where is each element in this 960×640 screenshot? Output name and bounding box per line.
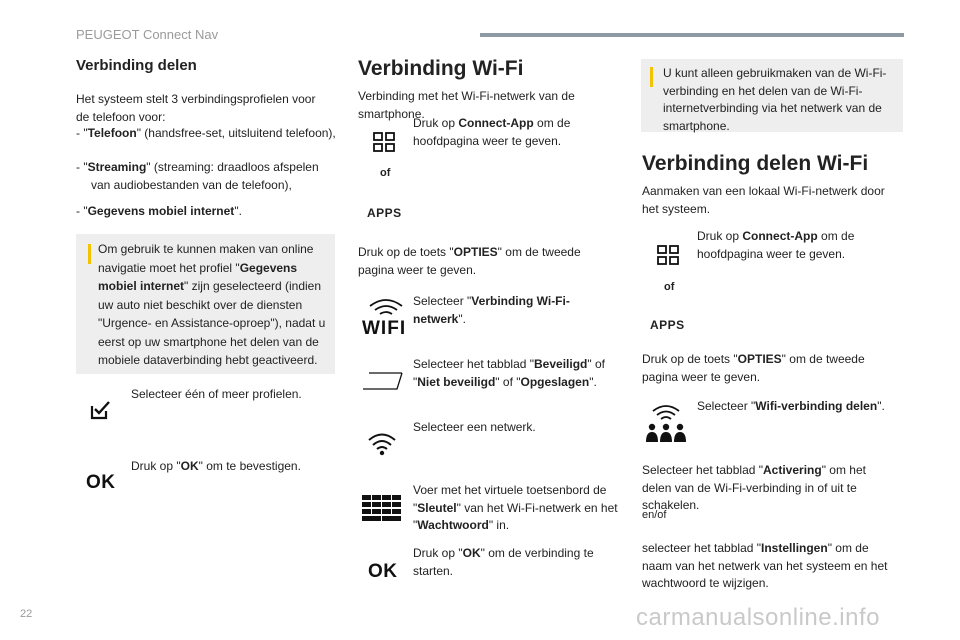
wifi-text-icon: WIFI xyxy=(362,318,407,339)
section-heading-verbinding-wifi: Verbinding Wi-Fi xyxy=(358,57,524,80)
col2-step-select-network: Selecteer een netwerk. xyxy=(413,420,536,434)
and-or-label: en/of xyxy=(642,509,667,521)
section-heading-verbinding-delen-wifi: Verbinding delen Wi-Fi xyxy=(642,152,869,175)
connect-app-grid-icon xyxy=(373,132,395,152)
ok-button-icon: OK xyxy=(86,472,116,493)
col3-intro: Aanmaken van een lokaal Wi-Fi-netwerk door het systeem. xyxy=(642,184,885,216)
note-text: Om gebruik te kunnen maken van online navigatie moet het profiel "Gegevens mobiel internet" zijn geselecteerd (indien uw auto niet beschikt over de diensten "Urgence- en Assistance-oproep"), nadat u eerst op uw smartphone het delen van de mobiele dataverbinding hebt geactiveerd. xyxy=(98,242,326,367)
watermark-text: carmanualsonline.info xyxy=(636,604,880,631)
col3-settings-text: selecteer het tabblad "Instellingen" om de naam van het netwerk van het systeem en het wachtwoord te wijzigen. xyxy=(642,541,888,590)
page-number: 22 xyxy=(20,608,33,620)
wifi-signal-icon xyxy=(366,298,406,316)
note-box-online-navigatie xyxy=(76,234,335,374)
section-heading-verbinding-delen: Verbinding delen xyxy=(76,57,197,74)
note-accent-bar xyxy=(650,67,653,87)
col1-intro: Het systeem stelt 3 verbindingsprofielen voor de telefoon voor: xyxy=(76,92,316,124)
apps-button-label: APPS xyxy=(650,318,685,332)
col3-step-connect-app: Druk op Connect-App om de hoofdpagina weer te geven. xyxy=(697,229,855,261)
profile-item-streaming: - "Streaming" (streaming: draadloos afspelen van audiobestanden van de telefoon), xyxy=(76,160,319,192)
ok-button-icon: OK xyxy=(368,561,398,582)
profile-item-telefoon: - "Telefoon" (handsfree-set, uitsluitend telefoon), xyxy=(76,126,336,140)
col2-step-select-tab: Selecteer het tabblad "Beveiligd" of "Niet beveiligd" of "Opgeslagen". xyxy=(413,357,605,389)
running-header: PEUGEOT Connect Nav xyxy=(76,27,219,42)
or-label: of xyxy=(664,281,675,293)
col2-step-connect-app: Druk op Connect-App om de hoofdpagina weer te geven. xyxy=(413,116,571,148)
col3-step-select-sharing: Selecteer "Wifi-verbinding delen". xyxy=(697,399,885,413)
col1-step-select-profiles: Selecteer één of meer profielen. xyxy=(131,387,302,401)
wifi-sharing-icon xyxy=(646,402,686,444)
col2-step-select-wifi: Selecteer "Verbinding Wi-Fi-netwerk". xyxy=(413,294,570,326)
profile-item-mobiel-internet: - "Gegevens mobiel internet". xyxy=(76,204,242,218)
col2-step-enter-key: Voer met het virtuele toetsenbord de "Sleutel" van het Wi-Fi-netwerk en het "Wachtwoord" in. xyxy=(413,483,618,532)
wifi-network-icon xyxy=(368,432,396,456)
note-text: U kunt alleen gebruikmaken van de Wi-Fi-verbinding en het delen van de Wi-Fi-internetverbinding via het netwerk van de smartphone. xyxy=(663,66,887,133)
col2-step-start-connection: Druk op "OK" om de verbinding te starten. xyxy=(413,546,594,578)
col3-activation-text: Selecteer het tabblad "Activering" om het delen van de Wi-Fi-verbinding in of uit te schakelen. xyxy=(642,463,866,512)
checkbox-select-icon xyxy=(90,400,112,420)
virtual-keyboard-icon xyxy=(362,495,402,521)
header-divider xyxy=(480,33,904,37)
connect-app-grid-icon xyxy=(657,245,679,265)
col3-options-text: Druk op de toets "OPTIES" om de tweede pagina weer te geven. xyxy=(642,352,865,384)
note-box-wifi-restriction xyxy=(641,59,903,132)
apps-button-label: APPS xyxy=(367,206,402,220)
col1-step-confirm: Druk op "OK" om te bevestigen. xyxy=(131,459,301,473)
tab-selector-icon xyxy=(362,372,404,390)
or-label: of xyxy=(380,167,391,179)
col2-options-text: Druk op de toets "OPTIES" om de tweede pagina weer te geven. xyxy=(358,245,581,277)
note-accent-bar xyxy=(88,244,91,264)
col2-intro: Verbinding met het Wi-Fi-netwerk van de smartphone. xyxy=(358,89,575,121)
